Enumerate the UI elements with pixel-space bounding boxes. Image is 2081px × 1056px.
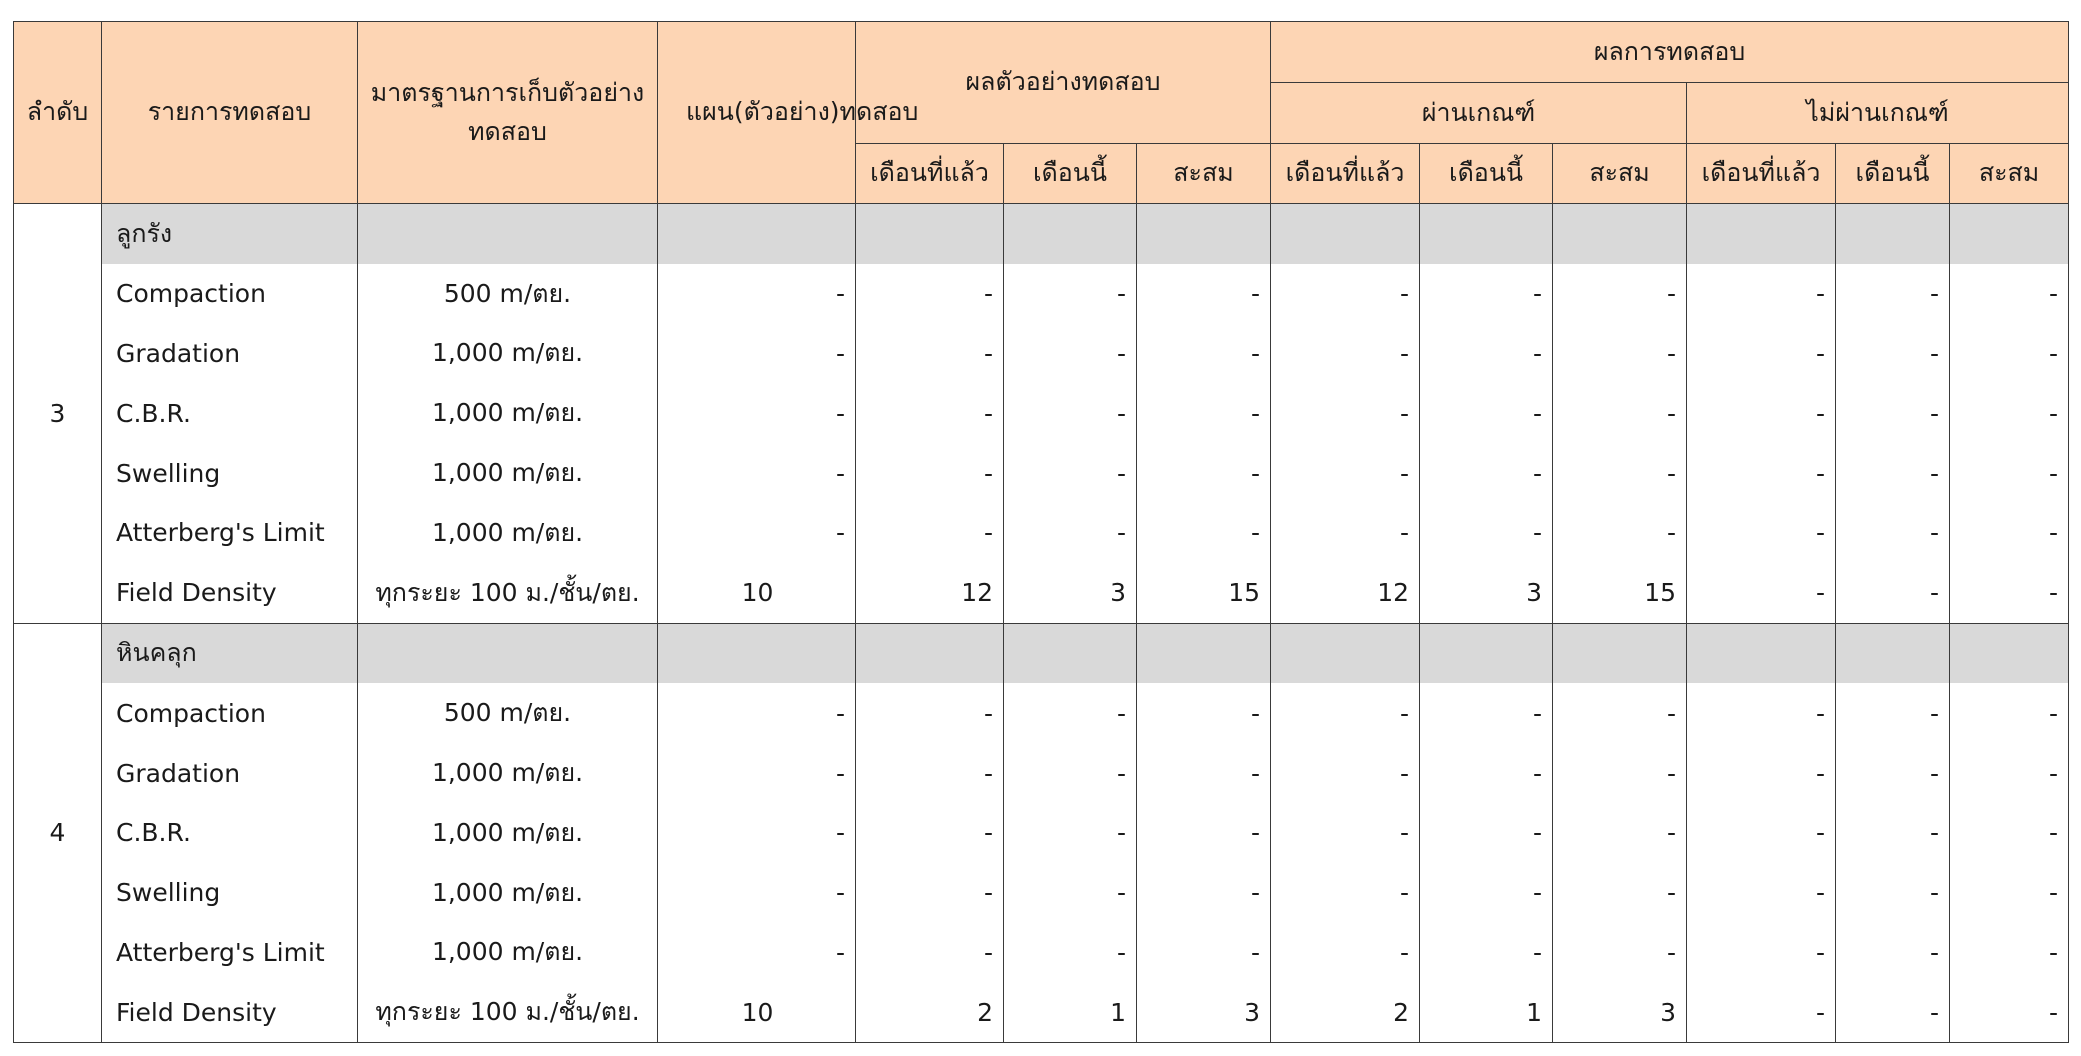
header-fail-cumulative: สะสม [1950,144,2069,204]
header-standard-text: มาตรฐานการเก็บตัวอย่างทดสอบ [370,77,645,146]
plan-value: - [658,324,856,384]
plan-value: - [658,264,856,324]
result-value: - [1836,982,1950,1042]
result-value: - [1687,982,1836,1042]
result-value: - [1836,383,1950,443]
result-value: - [1950,982,2069,1042]
result-value: - [1137,503,1271,563]
plan-value: - [658,383,856,443]
category-fill-cell [358,204,658,264]
result-value: - [1950,863,2069,923]
result-value: - [1137,863,1271,923]
header-item: รายการทดสอบ [102,22,358,204]
header-pass: ผ่านเกณฑ์ [1271,83,1687,144]
result-value: - [1137,324,1271,384]
sampling-standard: ทุกระยะ 100 ม./ชั้น/ตย. [358,563,658,623]
seq-number: 3 [14,204,102,624]
header-fail-last-month: เดือนที่แล้ว [1687,144,1836,204]
result-value: - [1836,443,1950,503]
sampling-standard: 1,000 m/ตย. [358,383,658,443]
table-row [14,324,2069,384]
result-value: - [1420,803,1553,863]
result-value: - [1553,503,1687,563]
category-fill-cell [1687,623,1836,683]
header-seq: ลำดับ [14,22,102,204]
sampling-standard: 500 m/ตย. [358,264,658,324]
category-fill-cell [1687,204,1836,264]
result-value: 15 [1553,563,1687,623]
result-value: - [1553,803,1687,863]
result-value: - [856,863,1004,923]
result-value: - [1950,503,2069,563]
result-value: - [1004,743,1137,803]
result-value: - [1271,743,1420,803]
result-value: - [1137,683,1271,743]
category-fill-cell [1004,204,1137,264]
result-value: - [1553,923,1687,983]
result-value: - [1137,443,1271,503]
result-value: - [1137,923,1271,983]
result-value: - [1950,803,2069,863]
result-value: - [1836,324,1950,384]
plan-value: - [658,803,856,863]
header-sample-this-month: เดือนนี้ [1004,144,1137,204]
sampling-standard: 500 m/ตย. [358,683,658,743]
result-value: - [1271,443,1420,503]
result-value: 3 [1004,563,1137,623]
result-value: - [856,264,1004,324]
result-value: - [1687,563,1836,623]
result-value: - [1271,503,1420,563]
header-plan [658,22,919,204]
header-pass-this-month: เดือนนี้ [1420,144,1553,204]
result-value: - [1553,683,1687,743]
result-value: - [1553,443,1687,503]
category-label: หินคลุก [102,623,358,683]
test-item-name: Atterberg's Limit [102,503,358,563]
result-value: - [1553,264,1687,324]
seq-number: 4 [14,623,102,1043]
category-fill-cell [1950,623,2069,683]
sampling-standard: 1,000 m/ตย. [358,743,658,803]
plan-value: 10 [658,563,856,623]
category-fill-cell [1271,204,1420,264]
plan-value: - [658,923,856,983]
result-value: 12 [1271,563,1420,623]
table-row [14,743,2069,803]
result-value: - [1420,743,1553,803]
category-row [14,623,2069,683]
category-fill-cell [358,623,658,683]
sampling-standard: 1,000 m/ตย. [358,443,658,503]
result-value: - [1420,503,1553,563]
result-value: - [1950,563,2069,623]
result-value: - [1687,264,1836,324]
result-value: 3 [1137,982,1271,1042]
test-item-name: Compaction [102,264,358,324]
test-results-table [13,21,2069,1043]
category-fill-cell [1137,204,1271,264]
result-value: - [856,683,1004,743]
plan-value: - [658,443,856,503]
result-value: - [1420,683,1553,743]
plan-value: - [658,503,856,563]
table-row [14,443,2069,503]
result-value: - [1004,683,1137,743]
result-value: - [1004,264,1137,324]
category-fill-cell [1420,623,1553,683]
result-value: - [1836,743,1950,803]
plan-value: 10 [658,982,856,1042]
result-value: - [856,803,1004,863]
result-value: - [1950,443,2069,503]
result-value: - [1271,324,1420,384]
result-value: - [1950,743,2069,803]
result-value: - [1271,923,1420,983]
table-row [14,863,2069,923]
header-sample-results: ผลตัวอย่างทดสอบ [856,22,1271,144]
result-value: - [1271,264,1420,324]
sampling-standard: 1,000 m/ตย. [358,324,658,384]
result-value: - [1687,683,1836,743]
result-value: - [1836,923,1950,983]
result-value: - [1420,443,1553,503]
result-value: - [1950,683,2069,743]
category-label: ลูกรัง [102,204,358,264]
result-value: - [1950,383,2069,443]
table-row [14,982,2069,1042]
result-value: 1 [1004,982,1137,1042]
category-fill-cell [1553,204,1687,264]
table-row [14,383,2069,443]
result-value: - [1836,503,1950,563]
result-value: - [1553,863,1687,923]
result-value: - [1687,443,1836,503]
result-value: - [856,923,1004,983]
sampling-standard: ทุกระยะ 100 ม./ชั้น/ตย. [358,982,658,1042]
category-fill-cell [1553,623,1687,683]
table-body [14,204,2069,1043]
result-value: - [1137,743,1271,803]
table-row [14,503,2069,563]
result-value: - [1836,863,1950,923]
result-value: - [1687,743,1836,803]
result-value: - [1420,923,1553,983]
result-value: - [1687,803,1836,863]
table-row [14,683,2069,743]
sampling-standard: 1,000 m/ตย. [358,863,658,923]
result-value: - [1687,923,1836,983]
test-item-name: Field Density [102,982,358,1042]
result-value: - [1137,264,1271,324]
category-fill-cell [1271,623,1420,683]
result-value: - [1004,324,1137,384]
category-fill-cell [856,623,1004,683]
test-item-name: Gradation [102,324,358,384]
result-value: - [1687,383,1836,443]
header-pass-cumulative: สะสม [1553,144,1687,204]
result-value: - [1271,863,1420,923]
test-item-name: Swelling [102,863,358,923]
category-fill-cell [658,623,856,683]
header-test-results: ผลการทดสอบ [1271,22,2069,83]
result-value: - [1137,383,1271,443]
result-value: - [1004,863,1137,923]
table-row [14,264,2069,324]
result-value: - [1420,324,1553,384]
result-value: - [1420,383,1553,443]
result-value: - [856,443,1004,503]
test-item-name: Compaction [102,683,358,743]
result-value: - [1950,324,2069,384]
plan-value: - [658,683,856,743]
category-fill-cell [1836,204,1950,264]
header-standard [358,22,658,204]
result-value: - [1004,383,1137,443]
result-value: - [1836,683,1950,743]
header-sample-cumulative: สะสม [1137,144,1271,204]
category-fill-cell [1950,204,2069,264]
result-value: - [856,743,1004,803]
result-value: - [1687,324,1836,384]
result-value: - [1687,863,1836,923]
plan-value: - [658,743,856,803]
header-fail: ไม่ผ่านเกณฑ์ [1687,83,2069,144]
result-value: 12 [856,563,1004,623]
result-value: - [1271,383,1420,443]
sampling-standard: 1,000 m/ตย. [358,803,658,863]
table-row [14,803,2069,863]
plan-value: - [658,863,856,923]
result-value: - [1836,563,1950,623]
result-value: - [1420,264,1553,324]
table-header [14,22,2069,204]
test-item-name: Swelling [102,443,358,503]
category-fill-cell [1137,623,1271,683]
table-row [14,563,2069,623]
result-value: 3 [1553,982,1687,1042]
test-item-name: Atterberg's Limit [102,923,358,983]
category-fill-cell [856,204,1004,264]
result-value: - [1836,264,1950,324]
result-value: - [1004,443,1137,503]
category-row [14,204,2069,264]
sampling-standard: 1,000 m/ตย. [358,923,658,983]
result-value: - [1950,264,2069,324]
test-item-name: Field Density [102,563,358,623]
result-value: 15 [1137,563,1271,623]
header-pass-last-month: เดือนที่แล้ว [1271,144,1420,204]
test-item-name: Gradation [102,743,358,803]
result-value: - [856,324,1004,384]
header-plan-text: แผน(ตัวอย่าง)ทดสอบ [686,97,919,127]
result-value: - [1004,923,1137,983]
result-value: 2 [1271,982,1420,1042]
result-value: - [1836,803,1950,863]
result-value: - [1553,324,1687,384]
result-value: - [856,383,1004,443]
category-fill-cell [1836,623,1950,683]
result-value: 2 [856,982,1004,1042]
result-value: 1 [1420,982,1553,1042]
result-value: - [856,503,1004,563]
category-fill-cell [1004,623,1137,683]
category-fill-cell [1420,204,1553,264]
header-fail-this-month: เดือนนี้ [1836,144,1950,204]
header-sample-last-month: เดือนที่แล้ว [856,144,1004,204]
table-row [14,923,2069,983]
result-value: - [1137,803,1271,863]
sampling-standard: 1,000 m/ตย. [358,503,658,563]
result-value: - [1553,383,1687,443]
result-value: - [1004,503,1137,563]
result-value: - [1950,923,2069,983]
test-item-name: C.B.R. [102,383,358,443]
result-value: 3 [1420,563,1553,623]
result-value: - [1687,503,1836,563]
result-value: - [1271,803,1420,863]
result-value: - [1420,863,1553,923]
result-value: - [1271,683,1420,743]
test-item-name: C.B.R. [102,803,358,863]
result-value: - [1553,743,1687,803]
category-fill-cell [658,204,856,264]
result-value: - [1004,803,1137,863]
